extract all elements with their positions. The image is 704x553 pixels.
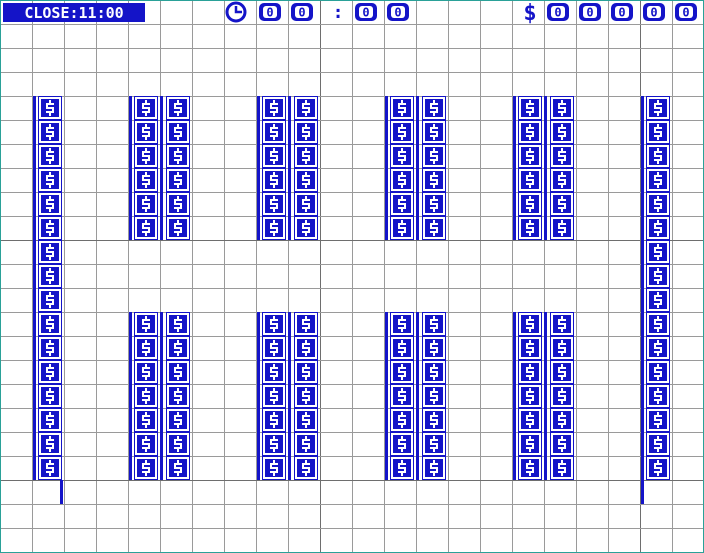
dollar-bill-icon[interactable] [262, 408, 286, 432]
dollar-bill-icon[interactable] [38, 264, 62, 288]
dollar-bill-icon[interactable] [262, 336, 286, 360]
dollar-bill-icon[interactable] [166, 456, 190, 480]
dollar-bill-icon[interactable] [166, 312, 190, 336]
dollar-bill-icon[interactable] [262, 120, 286, 144]
dollar-bill-icon[interactable] [550, 336, 574, 360]
dollar-bill-icon[interactable] [646, 216, 670, 240]
dollar-bill-icon[interactable] [390, 456, 414, 480]
dollar-bill-icon[interactable] [550, 384, 574, 408]
dollar-bill-icon[interactable] [646, 240, 670, 264]
timer-minutes-digit [259, 3, 281, 21]
dollar-bill-icon[interactable] [422, 312, 446, 336]
dollar-bill-icon[interactable] [646, 408, 670, 432]
dollar-bill-icon[interactable] [518, 456, 542, 480]
svg-text:0: 0 [362, 5, 370, 20]
dollar-bill-icon[interactable] [38, 288, 62, 312]
dollar-bill-icon[interactable] [166, 120, 190, 144]
dollar-bill-icon[interactable] [422, 384, 446, 408]
dollar-bill-icon[interactable] [390, 408, 414, 432]
dollar-bill-icon[interactable] [518, 216, 542, 240]
dollar-bill-icon[interactable] [518, 336, 542, 360]
dollar-bill-icon[interactable] [166, 192, 190, 216]
money-digit [675, 3, 697, 21]
dollar-bill-icon[interactable] [390, 384, 414, 408]
dollar-bill-icon[interactable] [518, 144, 542, 168]
dollar-bill-icon[interactable] [166, 96, 190, 120]
dollar-bill-icon[interactable] [294, 456, 318, 480]
dollar-bill-icon[interactable] [422, 96, 446, 120]
dollar-bill-icon[interactable] [646, 144, 670, 168]
dollar-bill-icon[interactable] [38, 192, 62, 216]
dollar-bill-icon[interactable] [422, 192, 446, 216]
timer-seconds-digit [355, 3, 377, 21]
dollar-bill-icon[interactable] [390, 216, 414, 240]
shelf-divider [257, 96, 260, 240]
dollar-bill-icon[interactable] [646, 168, 670, 192]
dollar-bill-icon[interactable] [422, 144, 446, 168]
dollar-bill-icon[interactable] [38, 336, 62, 360]
dollar-bill-icon[interactable] [518, 432, 542, 456]
timer-seconds-digit [387, 3, 409, 21]
dollar-bill-icon[interactable] [38, 312, 62, 336]
dollar-bill-icon[interactable] [550, 144, 574, 168]
dollar-bill-icon[interactable] [134, 312, 158, 336]
dollar-bill-icon[interactable] [134, 168, 158, 192]
dollar-bill-icon[interactable] [134, 216, 158, 240]
dollar-bill-icon[interactable] [518, 96, 542, 120]
dollar-bill-icon[interactable] [134, 360, 158, 384]
dollar-bill-icon[interactable] [550, 216, 574, 240]
dollar-bill-icon[interactable] [550, 192, 574, 216]
dollar-bill-icon[interactable] [390, 192, 414, 216]
dollar-bill-icon[interactable] [294, 336, 318, 360]
dollar-bill-icon[interactable] [422, 168, 446, 192]
dollar-bill-icon[interactable] [294, 360, 318, 384]
money-digit [547, 3, 569, 21]
right-shelf-wall [641, 96, 644, 480]
close-time-label [3, 3, 145, 22]
dollar-bill-icon[interactable] [134, 408, 158, 432]
dollar-bill-icon[interactable] [38, 432, 62, 456]
dollar-bill-icon[interactable] [134, 192, 158, 216]
shelf-divider [288, 96, 291, 240]
dollar-bill-icon[interactable] [390, 360, 414, 384]
shelf-divider [513, 96, 516, 240]
money-digit [579, 3, 601, 21]
dollar-bill-icon[interactable] [294, 120, 318, 144]
shelf-divider [544, 96, 547, 240]
dollar-bill-icon[interactable] [294, 168, 318, 192]
dollar-bill-icon[interactable] [294, 216, 318, 240]
timer-minutes-digit [291, 3, 313, 21]
dollar-bill-icon[interactable] [294, 384, 318, 408]
dollar-bill-icon[interactable] [518, 312, 542, 336]
svg-text:CLOSE:11:00: CLOSE:11:00 [24, 4, 124, 22]
svg-text:0: 0 [586, 5, 594, 20]
dollar-bill-icon[interactable] [294, 432, 318, 456]
dollar-bill-icon[interactable] [518, 168, 542, 192]
dollar-bill-icon[interactable] [550, 408, 574, 432]
dollar-bill-icon[interactable] [550, 360, 574, 384]
dollar-bill-icon[interactable] [38, 168, 62, 192]
dollar-bill-icon[interactable] [38, 360, 62, 384]
dollar-bill-icon[interactable] [550, 96, 574, 120]
dollar-bill-icon[interactable] [38, 144, 62, 168]
dollar-bill-icon[interactable] [390, 336, 414, 360]
dollar-bill-icon[interactable] [422, 120, 446, 144]
dollar-bill-icon[interactable] [294, 96, 318, 120]
dollar-bill-icon[interactable] [646, 312, 670, 336]
svg-text:0: 0 [298, 5, 306, 20]
left-shelf-wall [33, 96, 36, 480]
dollar-icon: $ [523, 1, 537, 26]
dollar-bill-icon[interactable] [262, 192, 286, 216]
right-shelf-post [641, 480, 644, 504]
dollar-bill-icon[interactable] [646, 288, 670, 312]
dollar-bill-icon[interactable] [422, 336, 446, 360]
dollar-bill-icon[interactable] [518, 384, 542, 408]
dollar-bill-icon[interactable] [166, 216, 190, 240]
shelf-divider [544, 312, 547, 480]
money-digit [643, 3, 665, 21]
dollar-bill-icon[interactable] [262, 456, 286, 480]
dollar-bill-icon[interactable] [134, 96, 158, 120]
dollar-bill-icon[interactable] [262, 144, 286, 168]
dollar-bill-icon[interactable] [134, 456, 158, 480]
dollar-bill-icon[interactable] [550, 456, 574, 480]
timer-separator: : [332, 2, 344, 23]
shelf-divider [160, 96, 163, 240]
dollar-bill-icon[interactable] [166, 384, 190, 408]
dollar-bill-icon[interactable] [518, 360, 542, 384]
dollar-bill-icon[interactable] [166, 144, 190, 168]
dollar-bill-icon[interactable] [390, 432, 414, 456]
hud-bar [3, 1, 697, 26]
dollar-bill-icon[interactable] [262, 168, 286, 192]
dollar-bill-icon[interactable] [262, 216, 286, 240]
left-shelf-post [60, 480, 63, 504]
dollar-bill-icon[interactable] [646, 120, 670, 144]
svg-text:0: 0 [682, 5, 690, 20]
dollar-bill-icon[interactable] [518, 120, 542, 144]
dollar-bill-icon[interactable] [38, 240, 62, 264]
dollar-bill-icon[interactable] [134, 384, 158, 408]
dollar-bill-icon[interactable] [646, 432, 670, 456]
dollar-bill-icon[interactable] [646, 456, 670, 480]
dollar-bill-icon[interactable] [390, 168, 414, 192]
dollar-bill-icon[interactable] [390, 96, 414, 120]
dollar-bill-icon[interactable] [134, 432, 158, 456]
money-digit [611, 3, 633, 21]
dollar-bill-icon[interactable] [646, 384, 670, 408]
dollar-bill-icon[interactable] [518, 192, 542, 216]
dollar-bill-icon[interactable] [38, 120, 62, 144]
dollar-bill-icon[interactable] [550, 120, 574, 144]
dollar-bill-icon[interactable] [646, 96, 670, 120]
shelf-divider [288, 312, 291, 480]
shelf-divider [416, 96, 419, 240]
shelf-divider [129, 96, 132, 240]
dollar-bill-icon[interactable] [262, 384, 286, 408]
dollar-bill-icon[interactable] [262, 312, 286, 336]
dollar-bill-icon[interactable] [422, 408, 446, 432]
dollar-bill-icon[interactable] [166, 360, 190, 384]
svg-text:0: 0 [650, 5, 658, 20]
dollar-bill-icon[interactable] [38, 408, 62, 432]
dollar-bill-icon[interactable] [422, 432, 446, 456]
dollar-bill-icon[interactable] [550, 312, 574, 336]
dollar-bill-icon[interactable] [294, 408, 318, 432]
svg-text:0: 0 [618, 5, 626, 20]
dollar-bill-icon[interactable] [390, 312, 414, 336]
dollar-bill-icon[interactable] [38, 384, 62, 408]
dollar-bill-icon[interactable] [390, 120, 414, 144]
dollar-bill-icon[interactable] [262, 96, 286, 120]
dollar-bill-icon[interactable] [134, 144, 158, 168]
dollar-bill-icon[interactable] [134, 120, 158, 144]
dollar-bill-icon[interactable] [38, 456, 62, 480]
dollar-bill-icon[interactable] [422, 216, 446, 240]
dollar-bill-icon[interactable] [646, 264, 670, 288]
dollar-bill-icon[interactable] [38, 216, 62, 240]
clock-icon [227, 3, 245, 21]
dollar-bill-icon[interactable] [422, 360, 446, 384]
dollar-bill-icon[interactable] [646, 192, 670, 216]
dollar-bill-icon[interactable] [518, 408, 542, 432]
svg-text:0: 0 [266, 5, 274, 20]
dollar-bill-icon[interactable] [166, 168, 190, 192]
dollar-bill-icon[interactable] [166, 408, 190, 432]
dollar-bill-icon[interactable] [262, 432, 286, 456]
dollar-bill-icon[interactable] [294, 192, 318, 216]
dollar-bill-icon[interactable] [294, 312, 318, 336]
dollar-bill-icon[interactable] [550, 168, 574, 192]
shelf-divider [416, 312, 419, 480]
shelf-divider [160, 312, 163, 480]
dollar-bill-icon[interactable] [166, 432, 190, 456]
dollar-bill-icon[interactable] [646, 360, 670, 384]
dollar-bill-icon[interactable] [550, 432, 574, 456]
shelf-divider [129, 312, 132, 480]
dollar-bill-icon[interactable] [390, 144, 414, 168]
svg-text:0: 0 [394, 5, 402, 20]
dollar-bill-icon[interactable] [166, 336, 190, 360]
svg-text:0: 0 [554, 5, 562, 20]
shelf-divider [513, 312, 516, 480]
shelf-divider [385, 96, 388, 240]
dollar-bill-icon[interactable] [38, 96, 62, 120]
shelf-divider [385, 312, 388, 480]
dollar-bill-icon[interactable] [262, 360, 286, 384]
dollar-bill-icon[interactable] [646, 336, 670, 360]
dollar-bill-icon[interactable] [294, 144, 318, 168]
shelf-divider [257, 312, 260, 480]
dollar-bill-icon[interactable] [422, 456, 446, 480]
dollar-bill-icon[interactable] [134, 336, 158, 360]
